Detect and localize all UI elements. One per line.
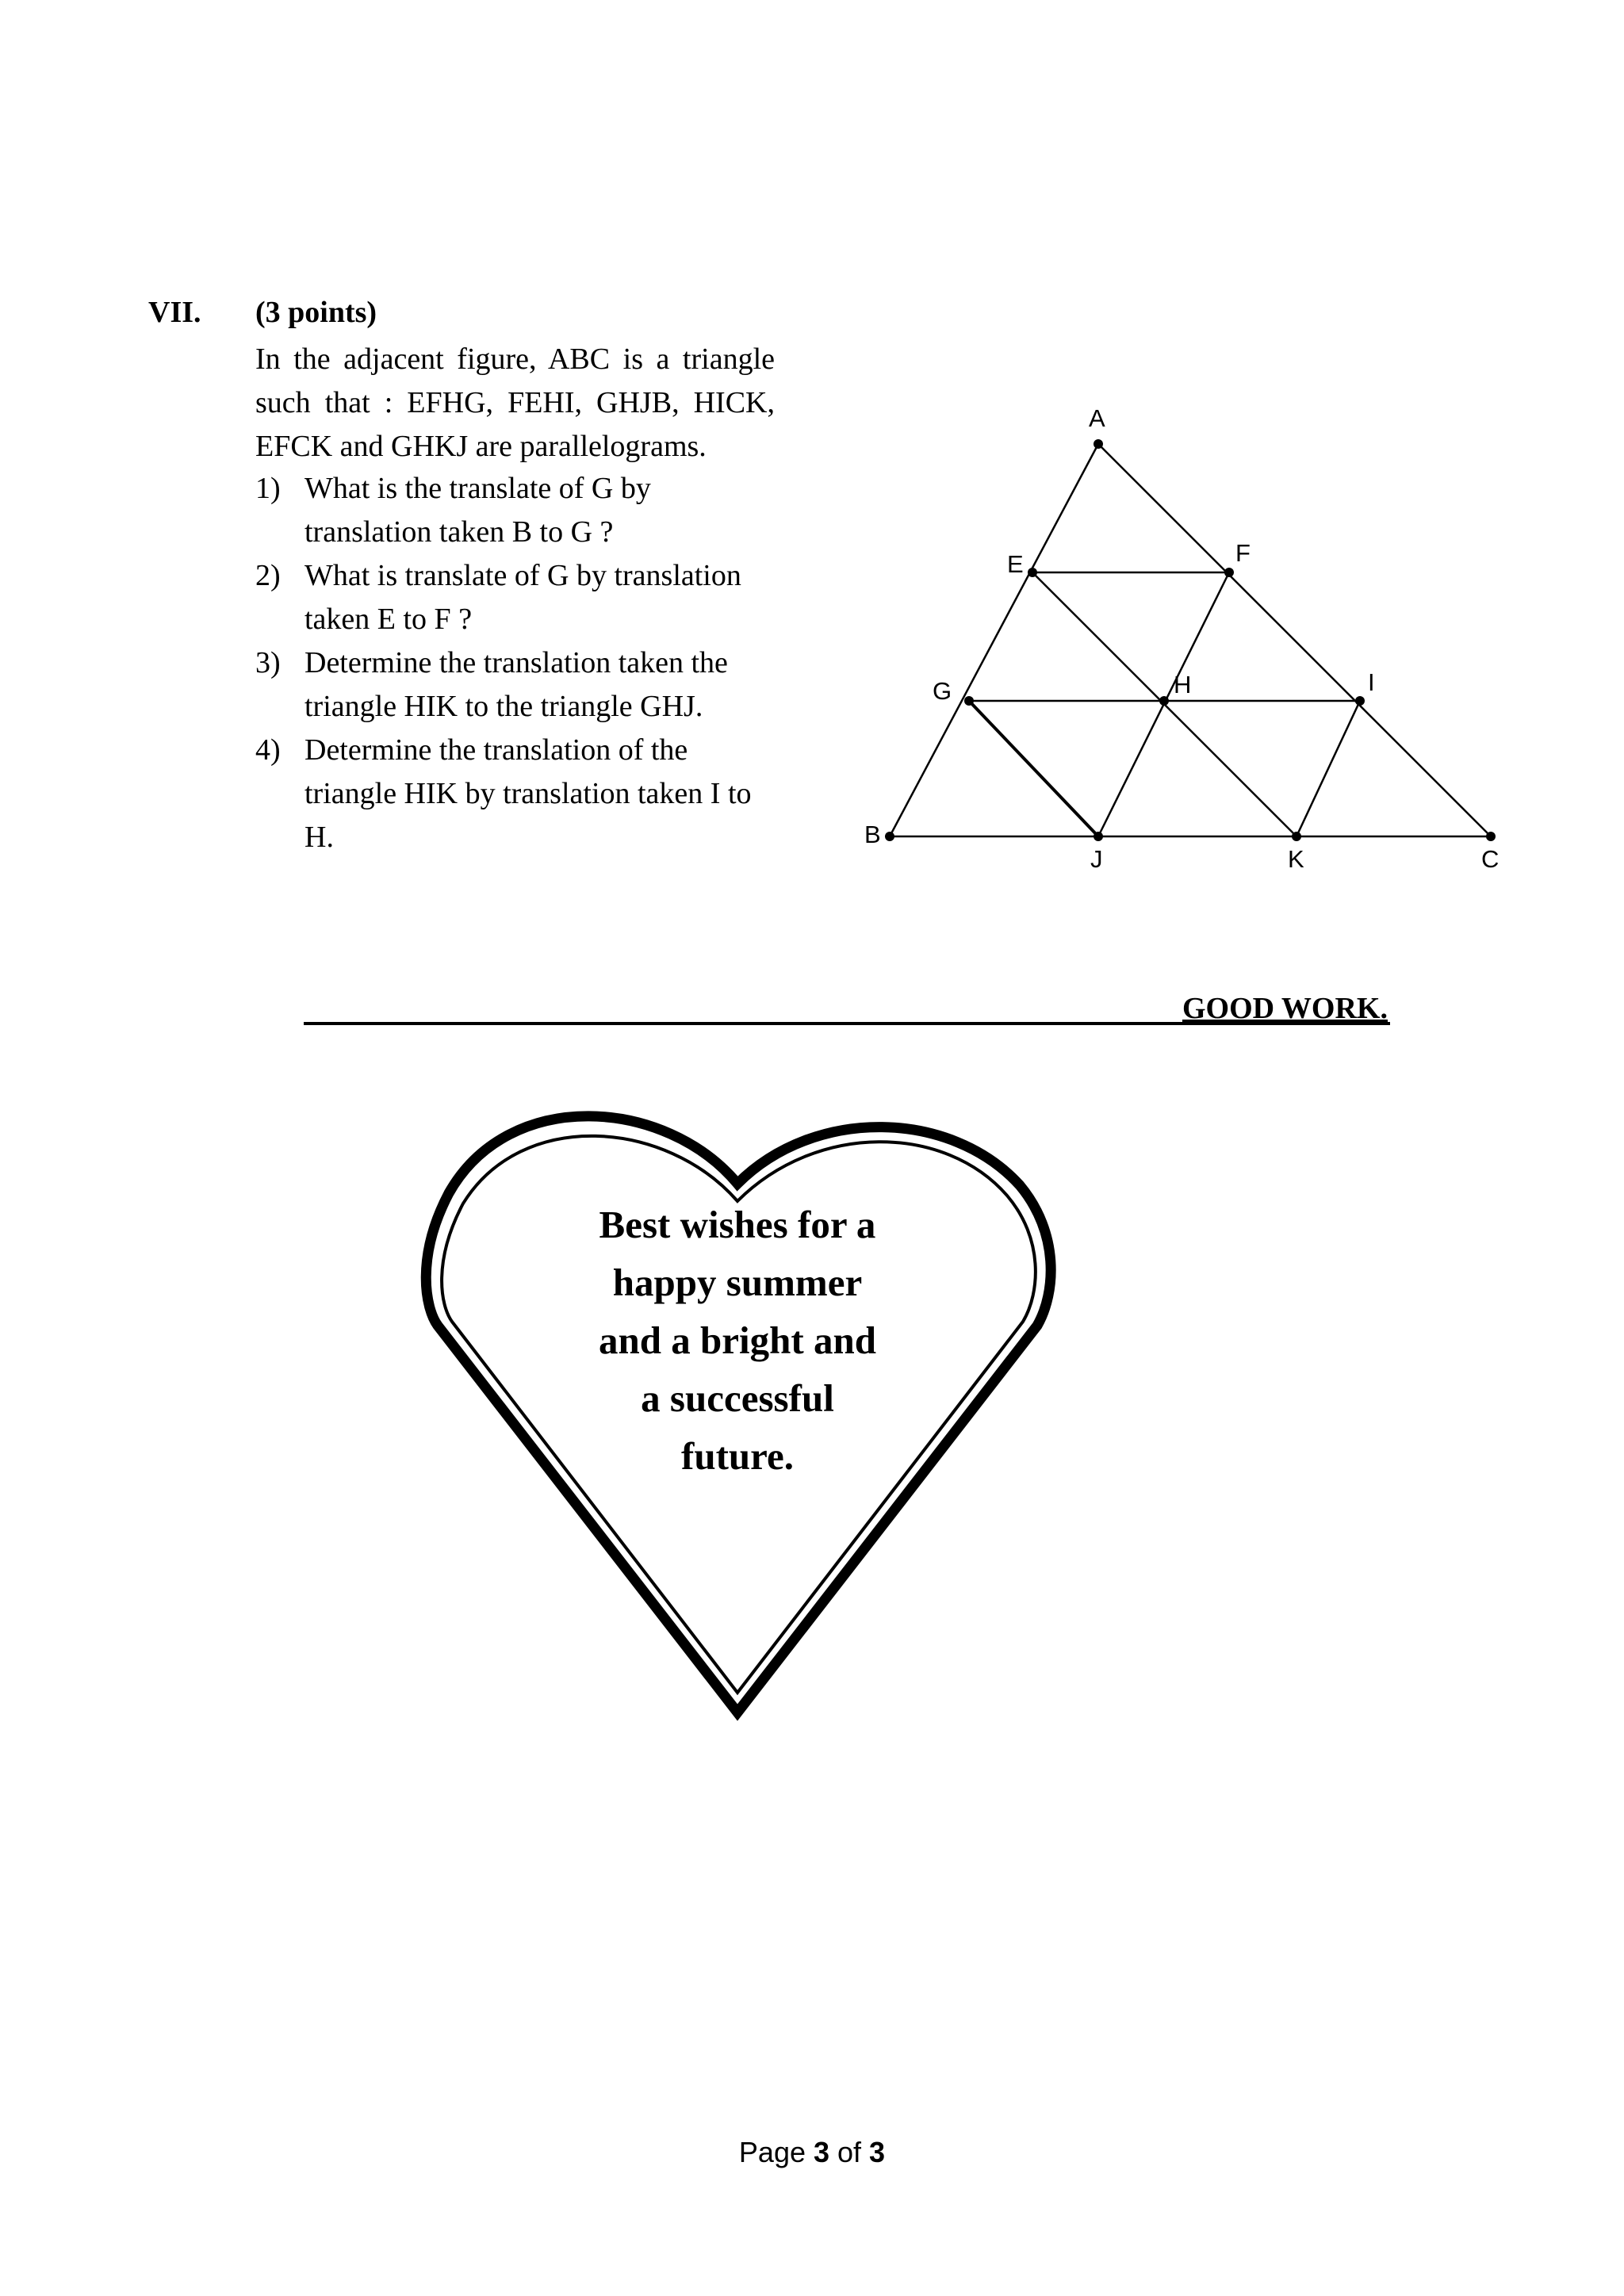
label-i: I: [1368, 668, 1375, 696]
label-k: K: [1288, 845, 1304, 873]
point-a: [1094, 439, 1103, 449]
wishes-line: happy summer: [612, 1261, 863, 1304]
point-k: [1292, 832, 1301, 841]
figure-points: [885, 439, 1496, 841]
question-item-text: Determine the translation taken the triangle HIK to the triangle GHJ.: [304, 646, 728, 723]
triangle-figure: [864, 396, 1530, 888]
question-item-text: Determine the translation of the triangle HIK by translation taken I to H.: [304, 733, 752, 854]
point-e: [1028, 568, 1037, 577]
footer-middle: of: [829, 2136, 870, 2168]
point-g: [964, 696, 974, 706]
label-c: C: [1481, 845, 1500, 873]
point-h: [1159, 696, 1169, 706]
wishes-line: and a bright and: [599, 1318, 876, 1362]
wishes-line: Best wishes for a: [599, 1203, 876, 1246]
label-h: H: [1174, 671, 1192, 698]
question-item-number: 4): [255, 733, 281, 767]
footer-page-total: 3: [869, 2136, 886, 2168]
label-a: A: [1089, 404, 1105, 432]
question-item-number: 2): [255, 559, 281, 592]
point-b: [885, 832, 894, 841]
figure-lines: [890, 444, 1491, 836]
label-e: E: [1007, 550, 1024, 578]
point-c: [1486, 832, 1496, 841]
wishes-message: [508, 1196, 967, 1485]
question-item-text: What is translate of G by translation taken E to F ?: [304, 559, 741, 636]
label-j: J: [1090, 845, 1103, 873]
question-item-number: 1): [255, 472, 281, 505]
point-j: [1094, 832, 1103, 841]
question-points: (3 points): [255, 296, 377, 329]
footer-page-number: 3: [813, 2136, 830, 2168]
point-f: [1224, 568, 1234, 577]
footer-prefix: Page: [738, 2136, 814, 2168]
point-i: [1355, 696, 1365, 706]
question-item-number: 3): [255, 646, 281, 679]
page-footer: [0, 2136, 1624, 2169]
question-item-text: What is the translate of G by translation taken B to G ?: [304, 472, 651, 549]
wishes-line: a successful: [641, 1376, 834, 1420]
label-b: B: [864, 821, 881, 848]
closing-text: GOOD WORK.: [1182, 992, 1388, 1025]
wishes-line: future.: [681, 1434, 794, 1478]
question-number: VII.: [148, 296, 201, 329]
question-intro: In the adjacent figure, ABC is a triangle such that : EFHG, FEHI, GHJB, HICK, EFCK and GHKJ are parallelograms.: [255, 342, 775, 463]
label-f: F: [1235, 539, 1251, 567]
label-g: G: [933, 677, 952, 705]
